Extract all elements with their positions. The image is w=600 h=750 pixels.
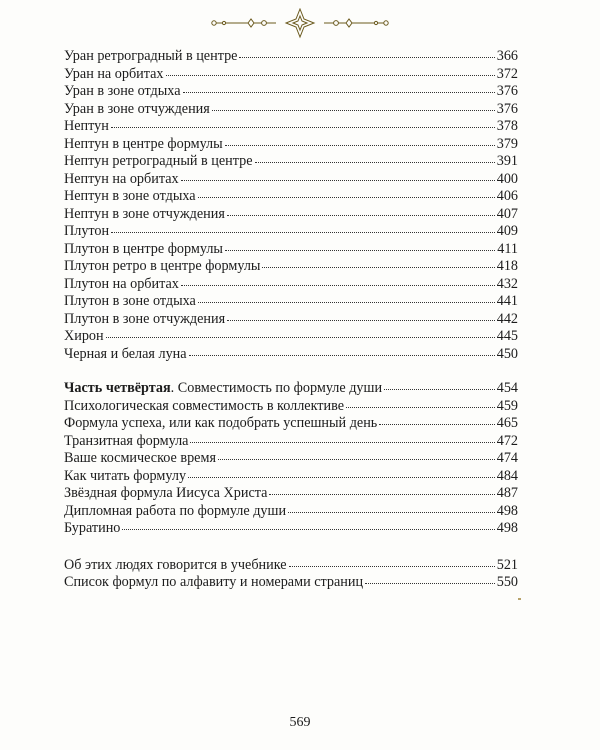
toc-entry-title: Транзитная формула: [64, 432, 189, 449]
toc-entry-page: 441: [496, 293, 518, 309]
dot-leader: [288, 511, 495, 513]
dot-leader: [218, 458, 495, 460]
toc-entry-title: Часть четвёртая. Совместимость по формуле души: [64, 380, 383, 396]
toc-entry[interactable]: [64, 66, 518, 84]
toc-entry-page: 411: [497, 240, 518, 257]
toc-entry[interactable]: [64, 188, 518, 206]
toc-entry[interactable]: [64, 346, 518, 364]
toc-entry-page: 407: [496, 205, 518, 222]
toc-entry[interactable]: [64, 136, 518, 154]
toc-entry-title: Уран на орбитах: [64, 65, 164, 82]
toc-entry-title: Список формул по алфавиту и номерами страниц: [64, 574, 364, 590]
dot-leader: [189, 354, 495, 356]
dot-leader: [227, 319, 495, 321]
toc-entry-page: 442: [496, 310, 518, 327]
toc-section-planets: [64, 48, 518, 363]
dot-leader: [190, 441, 494, 443]
toc-entry-title: Уран в зоне отдыха: [64, 83, 181, 99]
star-ornament-icon: [210, 8, 390, 48]
toc-entry-page: 406: [496, 188, 518, 204]
toc-entry[interactable]: [64, 520, 518, 538]
toc-section-appendix: [64, 557, 518, 592]
toc-entry-title: Нептун ретроградный в центре: [64, 153, 253, 169]
toc-entry[interactable]: [64, 153, 518, 171]
dot-leader: [379, 423, 494, 425]
toc-entry-page: 372: [496, 65, 518, 82]
toc-entry-page: 472: [496, 432, 518, 449]
toc-entry[interactable]: [64, 118, 518, 136]
dot-leader: [262, 266, 494, 268]
toc-entry-page: 465: [496, 415, 518, 431]
toc-entry-page: 379: [496, 135, 518, 152]
dot-leader: [111, 126, 495, 128]
toc-entry-page: 521: [496, 556, 518, 573]
dot-leader: [289, 565, 495, 567]
toc-entry[interactable]: [64, 503, 518, 521]
toc-entry-page: 550: [496, 574, 518, 590]
toc-entry-title: Нептун в зоне отчуждения: [64, 205, 225, 222]
toc-entry[interactable]: [64, 241, 518, 259]
toc-entry-page: 366: [496, 48, 518, 64]
toc-entry-page: 445: [496, 328, 518, 344]
dot-leader: [181, 284, 495, 286]
toc-entry-title: Плутон: [64, 223, 110, 239]
header-ornament: [0, 8, 600, 48]
dot-leader: [181, 179, 495, 181]
toc-entry-title: Как читать формулу: [64, 467, 187, 484]
dot-leader: [384, 388, 495, 390]
toc-entry[interactable]: [64, 48, 518, 66]
dot-leader: [227, 214, 495, 216]
toc-entry-page: 376: [496, 83, 518, 99]
toc-entry-title: Плутон в центре формулы: [64, 240, 223, 257]
toc-entry-page: 474: [496, 450, 518, 466]
toc-entry-title: Ваше космическое время: [64, 450, 216, 466]
dot-leader: [198, 196, 495, 198]
dot-leader: [106, 336, 495, 338]
toc-entry-page: 450: [496, 345, 518, 362]
toc-entry-page: 391: [496, 153, 518, 169]
toc-entry-page: 409: [496, 223, 518, 239]
toc-entry[interactable]: [64, 276, 518, 294]
toc-entry-title: Звёздная формула Иисуса Христа: [64, 485, 268, 501]
toc-entry-title: Уран в зоне отчуждения: [64, 100, 210, 117]
dot-leader: [255, 161, 495, 163]
toc-entry[interactable]: [64, 258, 518, 276]
toc-entry[interactable]: [64, 485, 518, 503]
toc-entry-title: Нептун на орбитах: [64, 170, 179, 187]
toc-entry-title: Нептун в зоне отдыха: [64, 188, 196, 204]
dot-leader: [365, 582, 495, 584]
dot-leader: [225, 249, 495, 251]
page-number: 569: [289, 715, 311, 730]
toc-entry-page: 498: [496, 502, 518, 519]
toc-entry-page: 454: [496, 380, 518, 396]
toc-entry-page: 400: [496, 170, 518, 187]
toc-entry[interactable]: [64, 83, 518, 101]
toc-entry[interactable]: [64, 468, 518, 486]
toc-entry-title: Плутон в зоне отдыха: [64, 293, 196, 309]
toc-entry-title: Формула успеха, или как подобрать успешный день: [64, 415, 378, 431]
toc-entry[interactable]: [64, 206, 518, 224]
toc-entry-title: Буратино: [64, 520, 121, 536]
toc-entry[interactable]: [64, 450, 518, 468]
dot-leader: [122, 528, 494, 530]
toc-entry[interactable]: [64, 311, 518, 329]
dot-leader: [269, 493, 494, 495]
toc-entry-title: Дипломная работа по формуле души: [64, 502, 287, 519]
toc-entry[interactable]: [64, 223, 518, 241]
dot-leader: [346, 406, 495, 408]
toc-entry[interactable]: [64, 171, 518, 189]
toc-part-heading[interactable]: [64, 380, 518, 398]
toc-entry-title: Черная и белая луна: [64, 345, 187, 362]
toc-entry[interactable]: [64, 557, 518, 575]
toc-entry-page: 484: [496, 467, 518, 484]
toc-entry[interactable]: [64, 433, 518, 451]
dot-leader: [188, 476, 495, 478]
table-of-contents: [64, 48, 518, 592]
toc-entry[interactable]: [64, 328, 518, 346]
print-speck: [518, 598, 521, 600]
toc-entry-page: 498: [496, 520, 518, 536]
toc-section-part-four: [64, 380, 518, 538]
toc-entry-page: 487: [496, 485, 518, 501]
dot-leader: [239, 56, 494, 58]
toc-entry-title: Плутон на орбитах: [64, 275, 179, 292]
dot-leader: [183, 91, 495, 93]
toc-entry[interactable]: [64, 101, 518, 119]
toc-entry-title: Хирон: [64, 328, 104, 344]
dot-leader: [111, 231, 495, 233]
toc-entry-title: Психологическая совместимость в коллективе: [64, 397, 345, 414]
toc-entry[interactable]: [64, 415, 518, 433]
toc-entry-title: Об этих людях говорится в учебнике: [64, 556, 287, 573]
toc-entry-title: Уран ретроградный в центре: [64, 48, 238, 64]
toc-entry[interactable]: [64, 574, 518, 592]
part-label: Часть четвёртая: [64, 380, 171, 396]
toc-entry-title: Нептун в центре формулы: [64, 135, 223, 152]
dot-leader: [212, 109, 495, 111]
dot-leader: [166, 74, 495, 76]
toc-entry-title: Нептун: [64, 118, 109, 134]
toc-entry[interactable]: [64, 398, 518, 416]
toc-entry-page: 378: [496, 118, 518, 134]
toc-entry-page: 376: [496, 100, 518, 117]
toc-entry-title: Плутон в зоне отчуждения: [64, 310, 226, 327]
toc-entry-page: 432: [496, 275, 518, 292]
dot-leader: [198, 301, 495, 303]
toc-entry-title: Плутон ретро в центре формулы: [64, 258, 261, 274]
toc-entry-page: 459: [496, 397, 518, 414]
toc-entry-page: 418: [496, 258, 518, 274]
toc-entry[interactable]: [64, 293, 518, 311]
dot-leader: [225, 144, 495, 146]
